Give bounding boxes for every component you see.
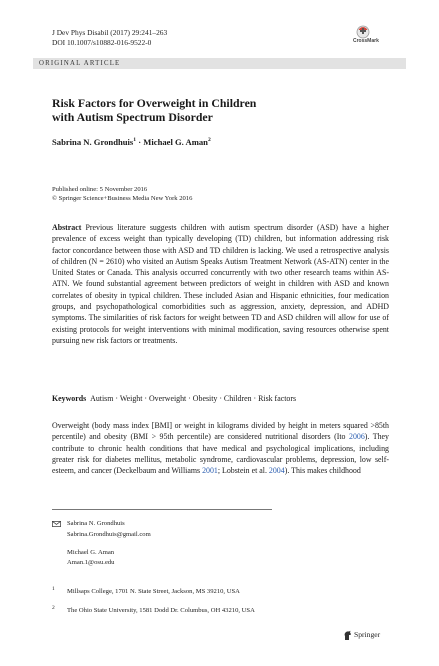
body-text: ). This makes childhood	[284, 466, 361, 476]
body-paragraph	[52, 420, 389, 476]
citation-link[interactable]: 2001	[202, 466, 218, 476]
keywords-text: Autism · Weight · Overweight · Obesity · Children · Risk factors	[90, 394, 297, 403]
citation-link[interactable]: 2004	[268, 466, 285, 476]
contact-email[interactable]: Sabrina.Grondhuis@gmail.com	[67, 531, 151, 538]
crossmark-badge[interactable]	[344, 25, 380, 47]
author-separator: ·	[136, 137, 144, 147]
abstract-text: Previous literature suggests children with autism spectrum disorder (ASD) have a higher prevalence of excess weight than typically developing (TD) children, but information addressing risk factor concordance between those with ASD and TD children is lacking. We used a retrospective analysis of children (N = 2610) who visited an Autism Speaks Autism Treatment Network (AS-ATN) center in the United States or Canada. This analysis occurred concurrently with two other research teams within AS-ATN. We found substantial agreement between predictors of weight in children with ASD and known correlates of obesity in typical children. These included Asian and Hispanic ethnicities, four medication groups, and psychopathological comorbidities such as aggression, anxiety, depression, and ADHD symptoms. The similarities of risk factors for weight between TD and ASD children will allow for use of existing protocols for weight interventions with minimal modification, saving resources otherwise spent pursuing new risk factors or treatments.	[52, 223, 389, 345]
body-text: ). They contribute to chronic health conditions that have medical and psychological implications, including greater risk for diabetes mellitus, metabolic syndrome, cardiovascular problems, depression, low self-esteem, and cancer (Deckelbaum and Williams	[52, 432, 389, 476]
footnote-divider	[52, 509, 272, 510]
author-name: Sabrina N. Grondhuis	[52, 137, 134, 147]
abstract-label: Abstract	[52, 223, 82, 232]
title-line-2: with Autism Spectrum Disorder	[52, 110, 213, 124]
title-line-1: Risk Factors for Overweight in Children	[52, 96, 257, 110]
springer-horse-icon	[343, 630, 352, 641]
affiliation-text: Millsaps College, 1701 N. State Street, Jackson, MS 39210, USA	[67, 588, 240, 595]
contact-email[interactable]: Aman.1@osu.edu	[67, 559, 115, 566]
body-text: Overweight (body mass index [BMI] or weight in kilograms divided by height in meters squared >85th percentile) and obesity (BMI > 95th percentile) are considered nutritional disorders (Ito	[52, 421, 389, 442]
keywords-label: Keywords	[52, 394, 87, 403]
affiliation-text: The Ohio State University, 1581 Dodd Dr. Columbus, OH 43210, USA	[67, 607, 255, 614]
keywords	[52, 393, 389, 404]
affiliation-number: 2	[52, 605, 55, 611]
crossmark-label: CrossMark	[353, 38, 379, 44]
envelope-icon	[52, 521, 61, 527]
article-type-banner: ORIGINAL ARTICLE	[33, 58, 406, 69]
crossmark-icon	[356, 25, 370, 39]
published-date: Published online: 5 November 2016	[52, 186, 148, 193]
contact-name: Michael G. Aman	[67, 549, 115, 556]
journal-citation: J Dev Phys Disabil (2017) 29:241–263	[52, 28, 168, 37]
article-title	[52, 96, 392, 124]
copyright: © Springer Science+Business Media New York 2016	[52, 195, 193, 202]
affiliation-ref: 1	[133, 137, 137, 144]
author-list	[52, 137, 211, 147]
body-text: ; Lobstein et al.	[217, 466, 269, 476]
author-name: Michael G. Aman	[143, 137, 208, 147]
citation-link[interactable]: 2006	[349, 432, 365, 442]
publisher-name: Springer	[354, 630, 381, 639]
doi[interactable]: DOI 10.1007/s10882-016-9522-0	[52, 38, 152, 47]
contact-name: Sabrina N. Grondhuis	[67, 520, 125, 527]
affiliation-ref: 2	[207, 137, 211, 144]
abstract	[52, 222, 389, 346]
affiliation-number: 1	[52, 586, 55, 592]
